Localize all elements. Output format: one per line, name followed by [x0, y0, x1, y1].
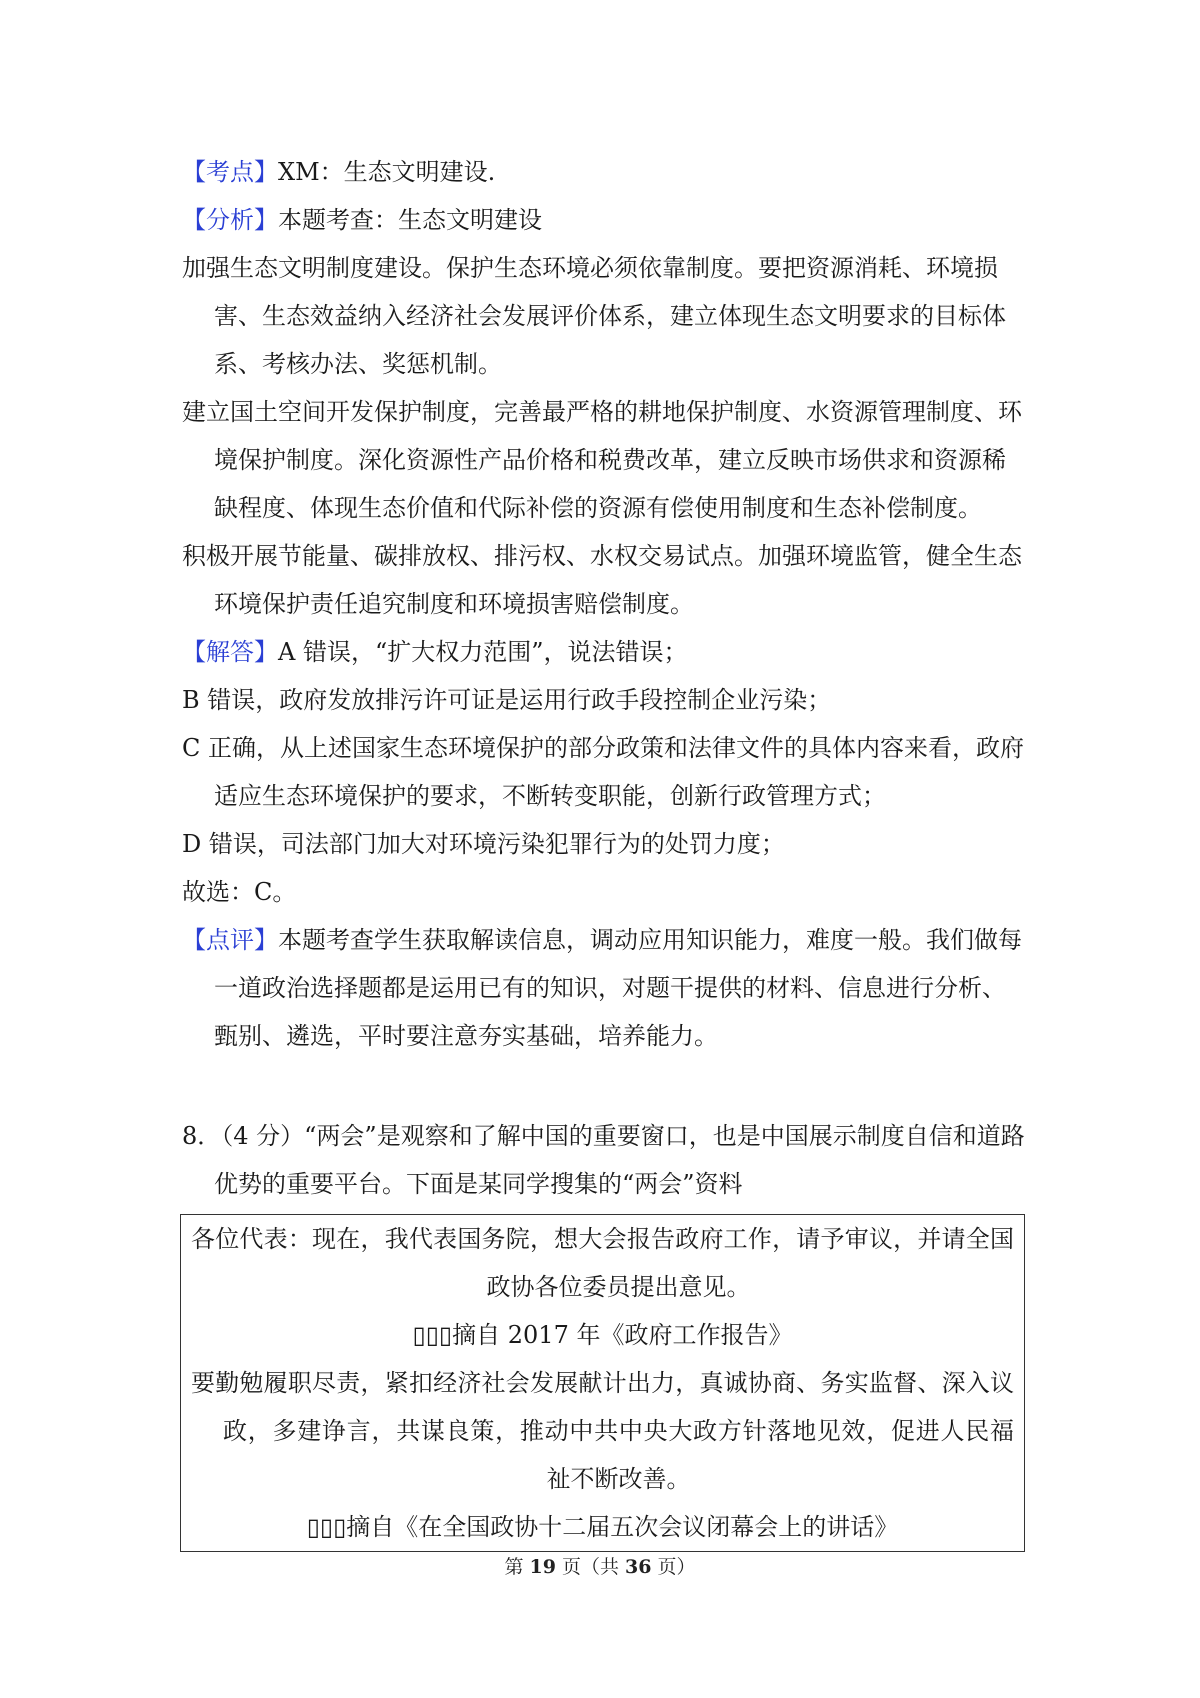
kaodian-line [182, 148, 1027, 196]
dianping-tag: 【点评】 [182, 926, 278, 954]
analysis-paragraph: 积极开展节能量、碳排放权、排污权、水权交易试点。加强环境监管，健全生态环境保护责任追究制度和环境损害赔偿制度。 [182, 542, 1022, 618]
footer-prefix: 第 [504, 1556, 530, 1578]
material-box [180, 1214, 1025, 1552]
question-8: 8．（4 分）“两会”是观察和了解中国的重要窗口，也是中国展示制度自信和道路优势的重要平台。下面是某同学搜集的“两会”资料 [182, 1122, 1025, 1198]
analysis-paragraph: 加强生态文明制度建设。保护生态环境必须依靠制度。要把资源消耗、环境损害、生态效益纳入经济社会发展评价体系，建立体现生态文明要求的目标体系、考核办法、奖惩机制。 [182, 254, 1006, 378]
answer-line: C 正确，从上述国家生态环境保护的部分政策和法律文件的具体内容来看，政府适应生态环境保护的要求，不断转变职能，创新行政管理方式； [182, 734, 1024, 810]
answer-line: 故选：C。 [182, 878, 297, 906]
answer-line: D 错误，司法部门加大对环境污染犯罪行为的处罚力度； [182, 830, 785, 858]
material-source-1: ▯▯▯摘自 2017 年《政府工作报告》 [412, 1321, 793, 1349]
kaodian-tag: 【考点】 [182, 158, 278, 186]
material-paragraph-2: 要勤勉履职尽责，紧扣经济社会发展献计出力，真诚协商、务实监督、深入议政，多建诤言，共谋良策，推动中共中央大政方针落地见效，促进人民福祉不断改善。 [191, 1369, 1014, 1493]
dianping-text: 本题考查学生获取解读信息，调动应用知识能力，难度一般。我们做每一道政治选择题都是运用已有的知识，对题干提供的材料、信息进行分析、甄别、遴选，平时要注意夯实基础，培养能力。 [214, 926, 1022, 1050]
jieda-line [182, 628, 1027, 676]
footer-page-number: 19 [529, 1556, 556, 1578]
material-source-2: ▯▯▯摘自《在全国政协十二届五次会议闭幕会上的讲话》 [306, 1513, 899, 1541]
footer-suffix: 页） [651, 1556, 696, 1578]
fenxi-text: 本题考查：生态文明建设 [278, 206, 542, 234]
jieda-text: A 错误，“扩大权力范围”，说法错误； [278, 638, 688, 666]
analysis-paragraph: 建立国土空间开发保护制度，完善最严格的耕地保护制度、水资源管理制度、环境保护制度。深化资源性产品价格和税费改革，建立反映市场供求和资源稀缺程度、体现生态价值和代际补偿的资源有偿使用制度和生态补偿制度。 [182, 398, 1022, 522]
footer-middle: 页（共 [555, 1556, 626, 1578]
fenxi-line [182, 196, 1027, 244]
material-paragraph-1: 各位代表：现在，我代表国务院，想大会报告政府工作，请予审议，并请全国政协各位委员提出意见。 [191, 1225, 1014, 1301]
content-area [182, 148, 1027, 1552]
spacer [182, 1060, 1027, 1112]
fenxi-tag: 【分析】 [182, 206, 278, 234]
page-footer [0, 1552, 1200, 1579]
dianping-paragraph [182, 916, 1027, 1060]
footer-total-pages: 36 [625, 1556, 652, 1578]
jieda-tag: 【解答】 [182, 638, 278, 666]
kaodian-text: XM：生态文明建设. [278, 158, 496, 186]
answer-line: B 错误，政府发放排污许可证是运用行政手段控制企业污染； [182, 686, 832, 714]
